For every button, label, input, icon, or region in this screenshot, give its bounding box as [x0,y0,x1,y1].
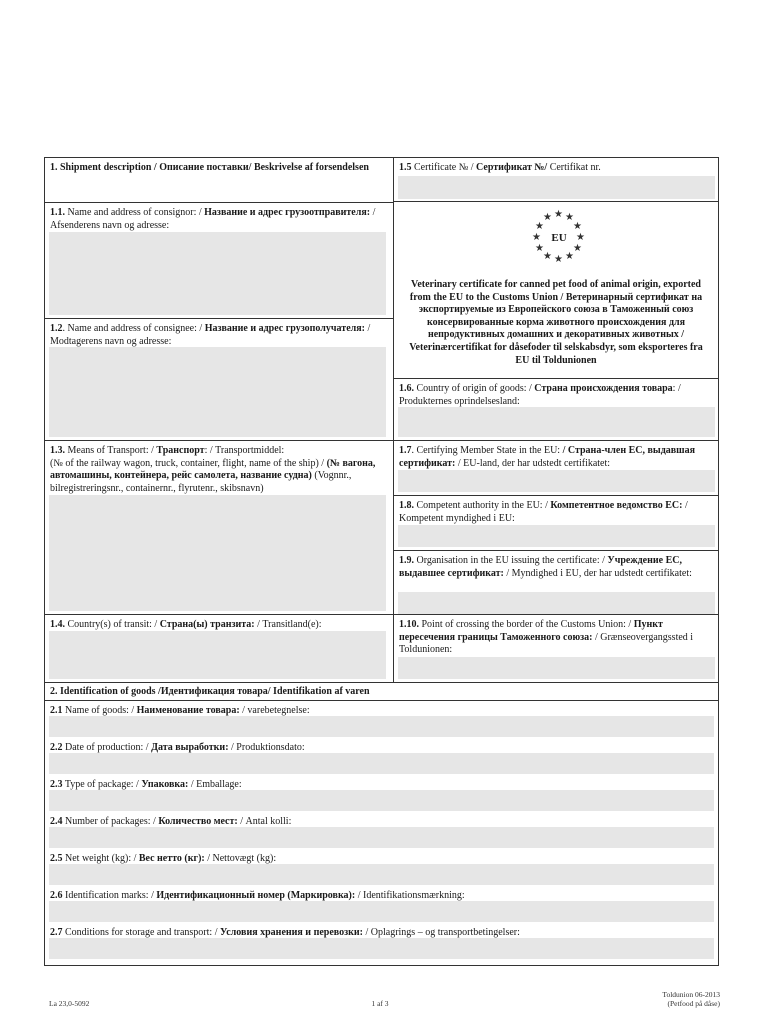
net-weight-field[interactable] [49,864,714,885]
section-2-heading: 2. Identification of goods /Идентификация товара/ Identifikation af varen [45,682,718,701]
eu-star-icon: ★ [543,251,552,262]
box-1-3-means-of-transport: 1.3. Means of Transport: / Транспорт: / Transportmiddel: (№ of the railway wagon, truck, container, flight, name of the ship) / (№ вагона, автомашины, контейнера, рейс самолета, название судна) (Vognnr., bilregistreringsnr., containernr., flyrutenr., skibsnavn) [45,440,393,614]
box-1-9-issuing-organisation: 1.9. Organisation in the EU issuing the certificate: / Учреждение ЕС, выдавшее сертификат: / Myndighed i EU, der har udstedt certifikatet: [393,550,718,614]
box-2-3-type-of-package: 2.3 Type of package: / Упаковка: / Emballage: [45,775,718,812]
eu-star-icon: ★ [573,221,582,232]
box-1-2-consignee: 1.2. Name and address of consignee: / Название и адрес грузополучателя: / Modtagerens navn og adresse: [45,318,393,440]
box-2-6-identification-marks: 2.6 Identification marks: / Идентификационный номер (Маркировка): / Identifikationsmærkning: [45,886,718,923]
box-1-4-transit-countries: 1.4. Country(s) of transit: / Страна(ы) транзита: / Transitland(e): [45,614,393,682]
box-2-2-date-of-production: 2.2 Date of production: / Дата выработки: / Produktionsdato: [45,738,718,775]
type-of-package-field[interactable] [49,790,714,811]
eu-star-icon: ★ [535,243,544,254]
eu-star-icon: ★ [535,221,544,232]
box-2-1-name-of-goods: 2.1 Name of goods: / Наименование товара: / varebetegnelse: [45,701,718,738]
country-of-origin-field[interactable] [398,407,715,437]
box-1-label: 1. Shipment description / Описание поставки/ Beskrivelse af forsendelsen [50,162,369,173]
eu-star-icon: ★ [543,212,552,223]
date-of-production-field[interactable] [49,753,714,774]
box-2-4-number-of-packages: 2.4 Number of packages: / Количество мест: / Antal kolli: [45,812,718,849]
border-crossing-field[interactable] [398,657,715,679]
transit-countries-field[interactable] [49,631,386,679]
eu-emblem [524,210,594,270]
box-1-6-country-of-origin: 1.6. Country of origin of goods: / Страна происхождения товара: / Produkternes oprindelsesland: [393,378,718,440]
certificate-number-field[interactable] [398,176,715,199]
box-1-8-competent-authority: 1.8. Competent authority in the EU: / Компетентное ведомство ЕС: / Kompetent myndighed i EU: [393,495,718,550]
certificate-form [44,157,719,966]
box-2-5-net-weight: 2.5 Net weight (kg): / Вес нетто (кг): / Nettovægt (kg): [45,849,718,886]
eu-star-icon: ★ [576,232,585,243]
certificate-title-panel [393,202,718,378]
competent-authority-field[interactable] [398,525,715,547]
eu-star-icon: ★ [554,254,563,265]
footer-form-code: La 23,0-5092 [49,999,90,1008]
box-1-shipment-description [45,158,393,202]
footer-version-line-2: (Petfood på dåse) [667,999,720,1008]
number-of-packages-field[interactable] [49,827,714,848]
eu-star-icon: ★ [532,232,541,243]
footer-version-line-1: Toldunion 06-2013 [662,990,720,999]
eu-star-icon: ★ [573,243,582,254]
issuing-organisation-field[interactable] [398,592,715,614]
box-1-7-certifying-member-state: 1.7. Certifying Member State in the EU: / Страна-член ЕС, выдавшая сертификат: / EU-land, der har udstedt certifikatet: [393,440,718,495]
consignor-field[interactable] [49,232,386,315]
eu-star-icon: ★ [565,212,574,223]
name-of-goods-field[interactable] [49,716,714,737]
eu-emblem-label: EU [551,232,567,244]
box-1-5-certificate-number: 1.5 Certificate № / Сертификат №/ Certifikat nr. [393,158,718,202]
eu-star-icon: ★ [554,209,563,220]
box-1-10-border-crossing: 1.10. Point of crossing the border of the Customs Union: / Пункт пересечения границы Таможенного союза: / Grænseovergangssted i Toldunionen: [393,614,718,682]
box-2-7-storage-and-transport: 2.7 Conditions for storage and transport: / Условия хранения и перевозки: / Oplagrings – og transportbetingelser: [45,923,718,965]
consignee-field[interactable] [49,347,386,437]
eu-star-icon: ★ [565,251,574,262]
certifying-member-state-field[interactable] [398,470,715,492]
certificate-title: Veterinary certificate for canned pet food of animal origin, exported from the EU to the Customs Union / Ветеринарный сертификат на экспортируемые из Европейского союза в Таможенный союз консервированные корма животного происхождения для непродуктивных домашних и декоративных животных / Veterinærcertifikat for dåsefoder til selskabsdyr, som eksporteres fra EU til Toldunionen [409,279,703,366]
footer-version [600,990,720,1008]
means-of-transport-field[interactable] [49,495,386,611]
identification-marks-field[interactable] [49,901,714,922]
box-1-1-consignor: 1.1. Name and address of consignor: / Название и адрес грузоотправителя: / Afsenderens navn og adresse: [45,202,393,318]
footer-page-number: 1 af 3 [371,999,389,1008]
storage-and-transport-field[interactable] [49,938,714,959]
